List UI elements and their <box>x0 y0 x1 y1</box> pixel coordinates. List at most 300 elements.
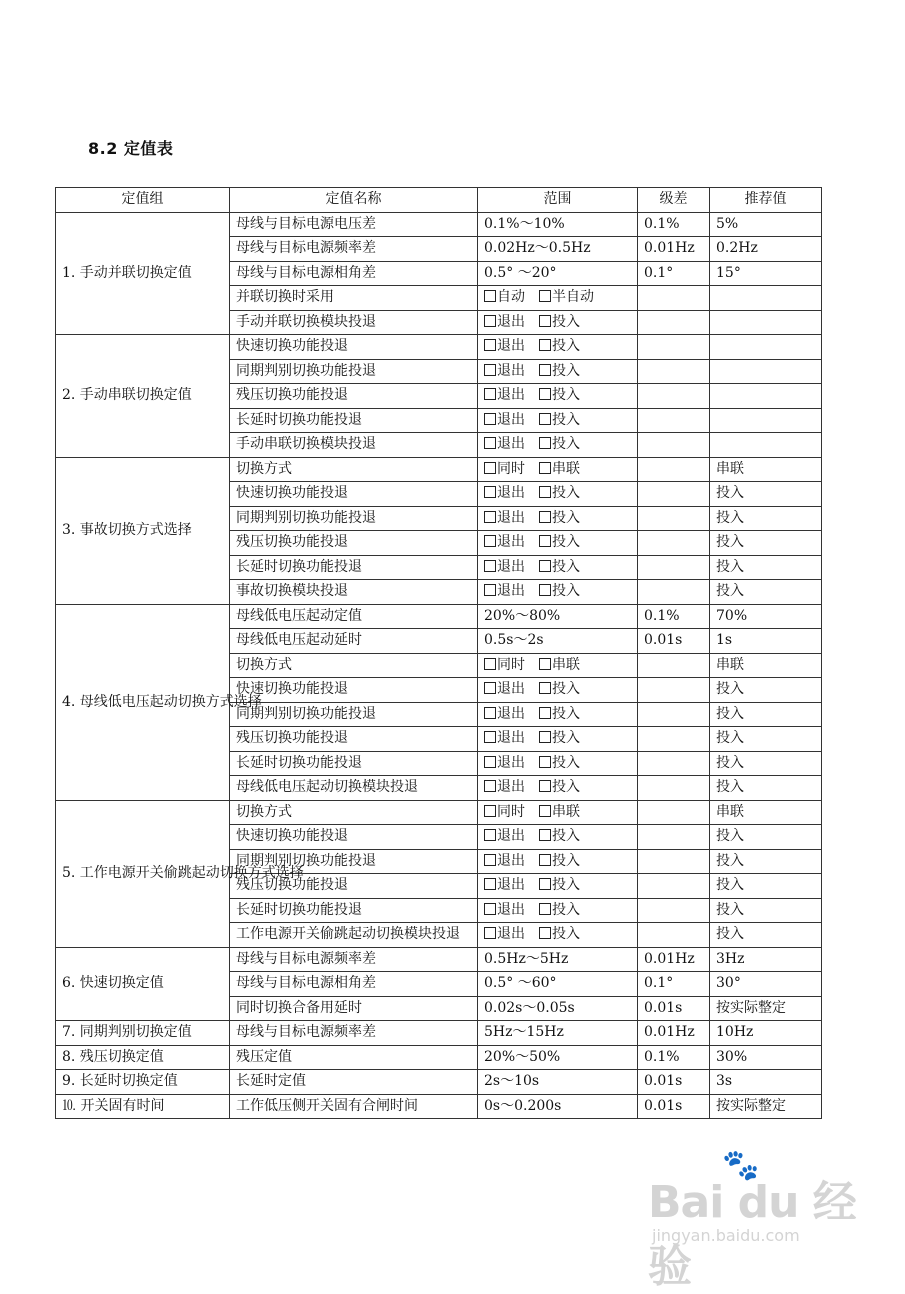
checkbox-icon[interactable] <box>484 413 496 425</box>
step-cell: 0.1% <box>638 212 710 237</box>
setting-name-cell: 切换方式 <box>230 800 478 825</box>
setting-name-cell: 长延时切换功能投退 <box>230 408 478 433</box>
checkbox-option[interactable] <box>484 901 525 920</box>
checkbox-option[interactable] <box>539 386 580 405</box>
setting-name-cell: 快速切换功能投退 <box>230 335 478 360</box>
range-cell <box>478 310 638 335</box>
range-cell <box>478 506 638 531</box>
checkbox-option[interactable] <box>484 827 525 846</box>
checkbox-icon[interactable] <box>484 364 496 376</box>
step-cell: 0.01s <box>638 1070 710 1095</box>
checkbox-option[interactable] <box>539 876 580 895</box>
checkbox-icon[interactable] <box>484 903 496 915</box>
checkbox-label: 自动 <box>497 289 525 306</box>
checkbox-icon[interactable] <box>484 560 496 572</box>
checkbox-label: 退出 <box>497 877 525 894</box>
checkbox-option[interactable] <box>484 460 525 479</box>
checkbox-label: 退出 <box>497 681 525 698</box>
step-cell <box>638 310 710 335</box>
group-name-cell: 7. 同期判别切换定值 <box>56 1021 230 1046</box>
checkbox-icon[interactable] <box>539 756 551 768</box>
checkbox-option[interactable] <box>539 803 580 822</box>
recommended-cell: 5% <box>710 212 822 237</box>
setting-name-cell: 母线与目标电源电压差 <box>230 212 478 237</box>
range-cell <box>478 457 638 482</box>
group-name-cell: 5. 工作电源开关偷跳起动切换方式选择 <box>56 800 230 947</box>
checkbox-option[interactable] <box>484 509 525 528</box>
setting-name-cell: 长延时定值 <box>230 1070 478 1095</box>
setting-name-cell: 长延时切换功能投退 <box>230 555 478 580</box>
range-cell: 5Hz～15Hz <box>478 1021 638 1046</box>
step-cell <box>638 286 710 311</box>
setting-name-cell: 母线低电压起动定值 <box>230 604 478 629</box>
checkbox-option[interactable] <box>539 754 580 773</box>
step-cell <box>638 580 710 605</box>
recommended-cell: 3s <box>710 1070 822 1095</box>
setting-name-cell: 同时切换合备用延时 <box>230 996 478 1021</box>
header-step: 级差 <box>638 188 710 213</box>
checkbox-option[interactable] <box>539 533 580 552</box>
checkbox-icon[interactable] <box>539 339 551 351</box>
checkbox-icon[interactable] <box>539 388 551 400</box>
checkbox-label: 同时 <box>497 656 525 673</box>
recommended-cell: 3Hz <box>710 947 822 972</box>
recommended-cell: 投入 <box>710 849 822 874</box>
checkbox-label: 退出 <box>497 779 525 796</box>
recommended-cell: 按实际整定 <box>710 996 822 1021</box>
checkbox-icon[interactable] <box>539 780 551 792</box>
checkbox-icon[interactable] <box>484 584 496 596</box>
recommended-cell <box>710 384 822 409</box>
recommended-cell <box>710 286 822 311</box>
checkbox-icon[interactable] <box>484 339 496 351</box>
checkbox-icon[interactable] <box>484 682 496 694</box>
step-cell: 0.01s <box>638 1094 710 1119</box>
step-cell <box>638 457 710 482</box>
range-cell <box>478 776 638 801</box>
checkbox-option[interactable] <box>484 558 525 577</box>
range-cell <box>478 825 638 850</box>
range-cell <box>478 800 638 825</box>
recommended-cell: 按实际整定 <box>710 1094 822 1119</box>
group-name-cell: 8. 残压切换定值 <box>56 1045 230 1070</box>
checkbox-label: 退出 <box>497 485 525 502</box>
setting-name-cell: 切换方式 <box>230 457 478 482</box>
range-cell <box>478 286 638 311</box>
group-name-cell: 2. 手动串联切换定值 <box>56 335 230 458</box>
checkbox-label: 投入 <box>552 730 580 747</box>
checkbox-label: 退出 <box>497 436 525 453</box>
checkbox-label: 投入 <box>552 926 580 943</box>
step-cell <box>638 727 710 752</box>
step-cell: 0.1° <box>638 261 710 286</box>
range-cell <box>478 849 638 874</box>
checkbox-label: 退出 <box>497 411 525 428</box>
checkbox-label: 退出 <box>497 362 525 379</box>
checkbox-option[interactable] <box>484 803 525 822</box>
step-cell <box>638 482 710 507</box>
checkbox-icon[interactable] <box>484 535 496 547</box>
paw-icon: 🐾 <box>722 1148 760 1183</box>
checkbox-icon[interactable] <box>539 878 551 890</box>
checkbox-option[interactable] <box>539 435 580 454</box>
checkbox-label: 退出 <box>497 509 525 526</box>
checkbox-option[interactable] <box>539 925 580 944</box>
checkbox-option[interactable] <box>484 484 525 503</box>
checkbox-option[interactable] <box>539 656 580 675</box>
recommended-cell: 1s <box>710 629 822 654</box>
checkbox-option[interactable] <box>539 901 580 920</box>
checkbox-icon[interactable] <box>539 486 551 498</box>
step-cell <box>638 433 710 458</box>
checkbox-icon[interactable] <box>539 927 551 939</box>
setting-name-cell: 快速切换功能投退 <box>230 482 478 507</box>
checkbox-icon[interactable] <box>484 658 496 670</box>
checkbox-option[interactable] <box>484 582 525 601</box>
checkbox-icon[interactable] <box>484 854 496 866</box>
checkbox-icon[interactable] <box>484 731 496 743</box>
checkbox-label: 同时 <box>497 803 525 820</box>
checkbox-label: 投入 <box>552 313 580 330</box>
step-cell <box>638 359 710 384</box>
checkbox-icon[interactable] <box>539 364 551 376</box>
range-cell: 0.5Hz～5Hz <box>478 947 638 972</box>
checkbox-option[interactable] <box>484 337 525 356</box>
range-cell <box>478 482 638 507</box>
setting-name-cell: 母线与目标电源相角差 <box>230 972 478 997</box>
checkbox-option[interactable] <box>539 313 580 332</box>
table-row <box>56 947 822 972</box>
recommended-cell: 10Hz <box>710 1021 822 1046</box>
checkbox-icon[interactable] <box>539 584 551 596</box>
table-row <box>56 1021 822 1046</box>
checkbox-option[interactable] <box>539 337 580 356</box>
setting-name-cell: 快速切换功能投退 <box>230 678 478 703</box>
step-cell: 0.01s <box>638 996 710 1021</box>
checkbox-icon[interactable] <box>539 511 551 523</box>
checkbox-label: 投入 <box>552 828 580 845</box>
checkbox-option[interactable] <box>484 754 525 773</box>
checkbox-label: 投入 <box>552 705 580 722</box>
setting-name-cell: 同期判别切换功能投退 <box>230 702 478 727</box>
checkbox-label: 投入 <box>552 558 580 575</box>
step-cell <box>638 531 710 556</box>
recommended-cell: 70% <box>710 604 822 629</box>
checkbox-icon[interactable] <box>484 437 496 449</box>
checkbox-option[interactable] <box>484 288 525 307</box>
checkbox-option[interactable] <box>539 705 580 724</box>
checkbox-option[interactable] <box>539 558 580 577</box>
recommended-cell: 投入 <box>710 727 822 752</box>
checkbox-icon[interactable] <box>539 315 551 327</box>
checkbox-label: 退出 <box>497 558 525 575</box>
step-cell <box>638 506 710 531</box>
checkbox-option[interactable] <box>539 778 580 797</box>
range-cell <box>478 335 638 360</box>
checkbox-option[interactable] <box>484 386 525 405</box>
range-cell <box>478 384 638 409</box>
table-row <box>56 1070 822 1095</box>
step-cell <box>638 335 710 360</box>
checkbox-icon[interactable] <box>539 658 551 670</box>
step-cell <box>638 874 710 899</box>
step-cell: 0.01s <box>638 629 710 654</box>
range-cell <box>478 555 638 580</box>
header-range: 范围 <box>478 188 638 213</box>
setting-name-cell: 同期判别切换功能投退 <box>230 359 478 384</box>
recommended-cell: 串联 <box>710 800 822 825</box>
checkbox-option[interactable] <box>539 411 580 430</box>
checkbox-label: 投入 <box>552 754 580 771</box>
checkbox-icon[interactable] <box>484 805 496 817</box>
range-cell <box>478 408 638 433</box>
checkbox-option[interactable] <box>484 680 525 699</box>
checkbox-label: 投入 <box>552 583 580 600</box>
table-header-row <box>56 188 822 213</box>
checkbox-icon[interactable] <box>539 805 551 817</box>
range-cell <box>478 433 638 458</box>
checkbox-label: 半自动 <box>552 289 594 306</box>
range-cell: 20%～50% <box>478 1045 638 1070</box>
step-cell <box>638 653 710 678</box>
settings-table <box>55 187 822 1119</box>
checkbox-label: 退出 <box>497 534 525 551</box>
step-cell: 0.1° <box>638 972 710 997</box>
checkbox-label: 退出 <box>497 705 525 722</box>
checkbox-label: 投入 <box>552 681 580 698</box>
range-cell <box>478 580 638 605</box>
checkbox-icon[interactable] <box>484 780 496 792</box>
table-row <box>56 457 822 482</box>
step-cell <box>638 898 710 923</box>
checkbox-icon[interactable] <box>484 315 496 327</box>
group-name-cell: 9. 长延时切换定值 <box>56 1070 230 1095</box>
checkbox-label: 投入 <box>552 436 580 453</box>
checkbox-option[interactable] <box>484 656 525 675</box>
checkbox-icon[interactable] <box>484 511 496 523</box>
header-name: 定值名称 <box>230 188 478 213</box>
range-cell: 0s～0.200s <box>478 1094 638 1119</box>
setting-name-cell: 母线与目标电源频率差 <box>230 947 478 972</box>
range-cell <box>478 678 638 703</box>
recommended-cell: 30° <box>710 972 822 997</box>
range-cell <box>478 359 638 384</box>
checkbox-label: 投入 <box>552 362 580 379</box>
recommended-cell: 投入 <box>710 702 822 727</box>
range-cell: 0.5° ～60° <box>478 972 638 997</box>
checkbox-label: 投入 <box>552 901 580 918</box>
checkbox-option[interactable] <box>484 435 525 454</box>
checkbox-icon[interactable] <box>539 854 551 866</box>
recommended-cell: 投入 <box>710 898 822 923</box>
checkbox-label: 同时 <box>497 460 525 477</box>
setting-name-cell: 长延时切换功能投退 <box>230 751 478 776</box>
range-cell: 20%～80% <box>478 604 638 629</box>
recommended-cell: 投入 <box>710 678 822 703</box>
setting-name-cell: 事故切换模块投退 <box>230 580 478 605</box>
recommended-cell <box>710 335 822 360</box>
range-cell <box>478 702 638 727</box>
checkbox-option[interactable] <box>484 925 525 944</box>
checkbox-label: 退出 <box>497 583 525 600</box>
checkbox-icon[interactable] <box>539 707 551 719</box>
baidu-watermark <box>648 1148 858 1292</box>
checkbox-icon[interactable] <box>539 731 551 743</box>
checkbox-icon[interactable] <box>484 707 496 719</box>
checkbox-option[interactable] <box>484 533 525 552</box>
checkbox-label: 投入 <box>552 534 580 551</box>
table-row <box>56 1045 822 1070</box>
checkbox-icon[interactable] <box>539 560 551 572</box>
setting-name-cell: 母线与目标电源频率差 <box>230 1021 478 1046</box>
range-cell: 0.5s～2s <box>478 629 638 654</box>
checkbox-option[interactable] <box>539 460 580 479</box>
recommended-cell: 0.2Hz <box>710 237 822 262</box>
recommended-cell: 15° <box>710 261 822 286</box>
setting-name-cell: 工作低压侧开关固有合闸时间 <box>230 1094 478 1119</box>
setting-name-cell: 残压切换功能投退 <box>230 531 478 556</box>
checkbox-icon[interactable] <box>484 388 496 400</box>
checkbox-label: 投入 <box>552 485 580 502</box>
checkbox-option[interactable] <box>539 484 580 503</box>
checkbox-label: 串联 <box>552 803 580 820</box>
checkbox-option[interactable] <box>539 362 580 381</box>
step-cell <box>638 678 710 703</box>
checkbox-label: 退出 <box>497 828 525 845</box>
header-recommended: 推荐值 <box>710 188 822 213</box>
checkbox-label: 投入 <box>552 387 580 404</box>
checkbox-icon[interactable] <box>539 437 551 449</box>
checkbox-icon[interactable] <box>484 927 496 939</box>
checkbox-icon[interactable] <box>539 413 551 425</box>
range-cell <box>478 923 638 948</box>
checkbox-icon[interactable] <box>484 290 496 302</box>
checkbox-option[interactable] <box>539 288 594 307</box>
range-cell <box>478 751 638 776</box>
checkbox-option[interactable] <box>539 827 580 846</box>
checkbox-label: 投入 <box>552 411 580 428</box>
recommended-cell <box>710 433 822 458</box>
setting-name-cell: 快速切换功能投退 <box>230 825 478 850</box>
step-cell: 0.01Hz <box>638 1021 710 1046</box>
setting-name-cell: 手动并联切换模块投退 <box>230 310 478 335</box>
recommended-cell: 串联 <box>710 653 822 678</box>
step-cell <box>638 384 710 409</box>
checkbox-label: 投入 <box>552 779 580 796</box>
group-name-cell: 3. 事故切换方式选择 <box>56 457 230 604</box>
checkbox-icon[interactable] <box>539 462 551 474</box>
checkbox-option[interactable] <box>484 411 525 430</box>
setting-name-cell: 并联切换时采用 <box>230 286 478 311</box>
recommended-cell: 投入 <box>710 506 822 531</box>
setting-name-cell: 残压切换功能投退 <box>230 384 478 409</box>
checkbox-icon[interactable] <box>539 535 551 547</box>
setting-name-cell: 母线与目标电源频率差 <box>230 237 478 262</box>
checkbox-icon[interactable] <box>484 756 496 768</box>
recommended-cell: 投入 <box>710 580 822 605</box>
checkbox-icon[interactable] <box>484 878 496 890</box>
group-name-cell: 4. 母线低电压起动切换方式选择 <box>56 604 230 800</box>
setting-name-cell: 工作电源开关偷跳起动切换模块投退 <box>230 923 478 948</box>
checkbox-label: 投入 <box>552 852 580 869</box>
checkbox-icon[interactable] <box>539 290 551 302</box>
checkbox-option[interactable] <box>539 852 580 871</box>
header-group: 定值组 <box>56 188 230 213</box>
setting-name-cell: 手动串联切换模块投退 <box>230 433 478 458</box>
checkbox-icon[interactable] <box>484 486 496 498</box>
checkbox-label: 串联 <box>552 656 580 673</box>
checkbox-icon[interactable] <box>484 829 496 841</box>
group-name-cell: ⒑ 开关固有时间 <box>56 1094 230 1119</box>
checkbox-option[interactable] <box>484 852 525 871</box>
checkbox-label: 投入 <box>552 509 580 526</box>
step-cell: 0.01Hz <box>638 237 710 262</box>
recommended-cell: 投入 <box>710 923 822 948</box>
checkbox-option[interactable] <box>484 313 525 332</box>
range-cell: 0.5° ～20° <box>478 261 638 286</box>
range-cell <box>478 727 638 752</box>
checkbox-label: 退出 <box>497 730 525 747</box>
checkbox-option[interactable] <box>539 509 580 528</box>
recommended-cell: 投入 <box>710 874 822 899</box>
watermark-logo: Bai du 经验 <box>648 1177 856 1292</box>
checkbox-option[interactable] <box>484 778 525 797</box>
checkbox-icon[interactable] <box>539 682 551 694</box>
checkbox-option[interactable] <box>539 729 580 748</box>
recommended-cell: 投入 <box>710 825 822 850</box>
checkbox-option[interactable] <box>539 680 580 699</box>
range-cell: 0.02s～0.05s <box>478 996 638 1021</box>
checkbox-option[interactable] <box>539 582 580 601</box>
recommended-cell: 投入 <box>710 482 822 507</box>
checkbox-label: 投入 <box>552 338 580 355</box>
checkbox-label: 退出 <box>497 901 525 918</box>
checkbox-option[interactable] <box>484 876 525 895</box>
checkbox-option[interactable] <box>484 362 525 381</box>
checkbox-label: 退出 <box>497 338 525 355</box>
step-cell <box>638 849 710 874</box>
range-cell: 2s～10s <box>478 1070 638 1095</box>
checkbox-icon[interactable] <box>539 903 551 915</box>
checkbox-label: 退出 <box>497 313 525 330</box>
recommended-cell <box>710 359 822 384</box>
checkbox-icon[interactable] <box>484 462 496 474</box>
setting-name-cell: 母线低电压起动延时 <box>230 629 478 654</box>
table-row <box>56 800 822 825</box>
setting-name-cell: 母线与目标电源相角差 <box>230 261 478 286</box>
step-cell <box>638 825 710 850</box>
checkbox-icon[interactable] <box>539 829 551 841</box>
table-row <box>56 212 822 237</box>
table-body <box>56 212 822 1119</box>
recommended-cell <box>710 310 822 335</box>
setting-name-cell: 切换方式 <box>230 653 478 678</box>
section-title: 8.2 定值表 <box>88 139 174 158</box>
range-cell <box>478 531 638 556</box>
range-cell <box>478 898 638 923</box>
setting-name-cell: 残压切换功能投退 <box>230 727 478 752</box>
checkbox-label: 退出 <box>497 926 525 943</box>
step-cell <box>638 555 710 580</box>
recommended-cell: 投入 <box>710 555 822 580</box>
checkbox-option[interactable] <box>484 705 525 724</box>
checkbox-option[interactable] <box>484 729 525 748</box>
checkbox-label: 退出 <box>497 852 525 869</box>
recommended-cell: 投入 <box>710 751 822 776</box>
step-cell: 0.01Hz <box>638 947 710 972</box>
setting-name-cell: 母线低电压起动切换模块投退 <box>230 776 478 801</box>
range-cell: 0.1%～10% <box>478 212 638 237</box>
